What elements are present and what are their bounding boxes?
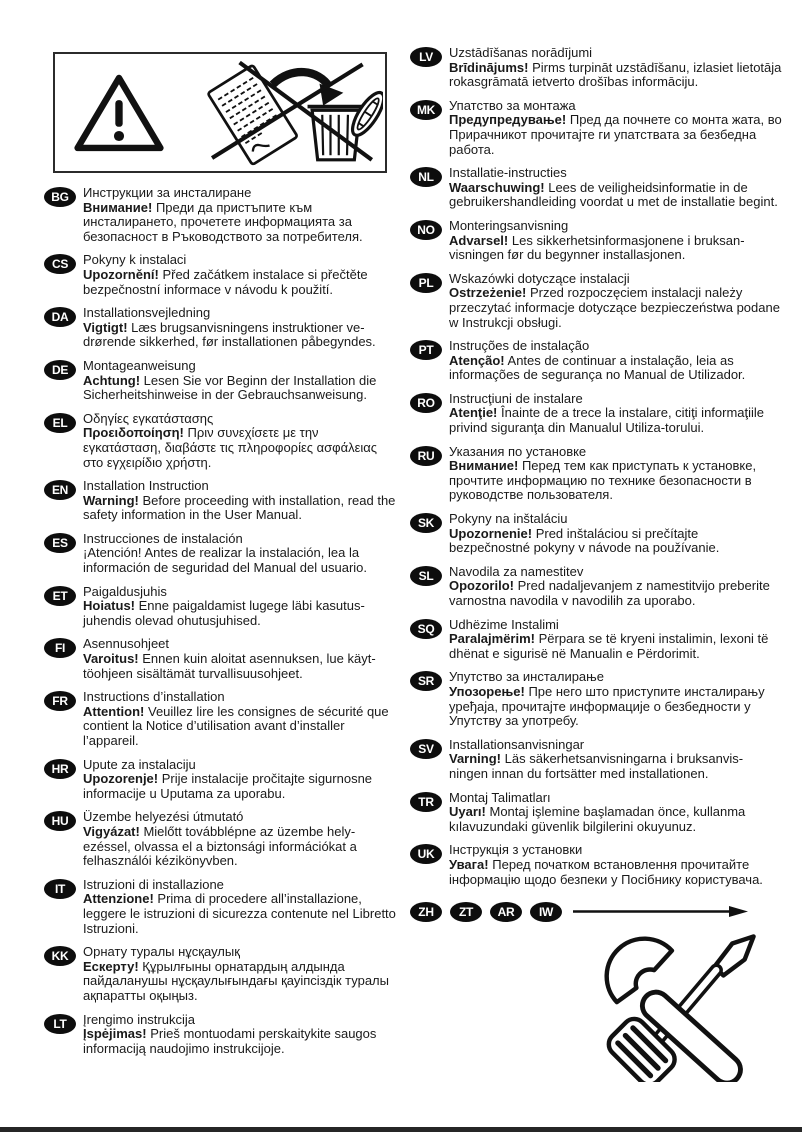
entry-body bbox=[83, 599, 396, 628]
language-entry bbox=[410, 46, 782, 90]
entry-body bbox=[449, 406, 782, 435]
entry-text bbox=[449, 618, 782, 662]
entry-text bbox=[449, 738, 782, 782]
entry-title: Інструкція з установки bbox=[449, 842, 583, 858]
entry-body bbox=[449, 685, 782, 729]
language-entry bbox=[44, 253, 396, 297]
language-entry bbox=[410, 99, 782, 157]
language-entry bbox=[44, 878, 396, 936]
entry-body bbox=[83, 960, 396, 1004]
entry-text bbox=[449, 670, 782, 728]
entry-text bbox=[449, 339, 782, 383]
language-entry bbox=[44, 637, 396, 681]
entry-body bbox=[83, 652, 396, 681]
entry-body-text: Pred nadaljevanjem z namestitvijo preberite varnostna navodila v navodilih za uporabo. bbox=[449, 578, 770, 608]
entry-text bbox=[83, 810, 396, 868]
entry-body-text: Pred inštaláciou si prečítajte bezpečnostné pokyny v návode na používanie. bbox=[449, 525, 720, 556]
entry-body bbox=[449, 354, 782, 383]
entry-body bbox=[449, 234, 782, 263]
entry-title: Installationsvejledning bbox=[83, 305, 211, 321]
entry-text bbox=[83, 637, 396, 681]
manual-warning-illustration bbox=[53, 52, 387, 173]
warning-triangle-icon bbox=[73, 71, 165, 155]
entry-body bbox=[449, 181, 782, 210]
language-entry bbox=[44, 585, 396, 629]
language-badge: UK bbox=[410, 844, 442, 864]
entry-body bbox=[449, 752, 782, 781]
entry-text bbox=[83, 585, 396, 629]
language-badge: TR bbox=[410, 792, 442, 812]
language-list-left bbox=[44, 186, 396, 1056]
entry-title: Орнату туралы нұсқаулық bbox=[83, 944, 240, 960]
entry-body-text: Before proceeding with installation, read the safety information in the User Manual. bbox=[83, 492, 396, 523]
entry-body bbox=[449, 632, 782, 661]
entry-title: Navodila za namestitev bbox=[449, 563, 584, 579]
entry-title: Installationsanvisningar bbox=[449, 736, 585, 752]
entry-body-text: Преди да пристъпите към инсталирането, прочетете информацията за безопасност в Ръководството за потребителя. bbox=[83, 199, 363, 244]
language-entry bbox=[44, 532, 396, 576]
entry-text bbox=[83, 532, 396, 576]
entry-title: Istruzioni di installazione bbox=[83, 876, 224, 892]
language-badge: PT bbox=[410, 340, 442, 360]
entry-body-text: Prieš montuodami perskaitykite saugos informaciją naudojimo instrukcijoje. bbox=[83, 1026, 377, 1056]
entry-body bbox=[83, 1027, 396, 1056]
entry-body-text: Před začátkem instalace si přečtěte bezpečnostní informace v návodu k použití. bbox=[83, 266, 368, 297]
entry-warning: Предупредување! bbox=[449, 112, 567, 128]
entry-text bbox=[83, 758, 396, 802]
entry-body bbox=[83, 825, 396, 869]
entry-body bbox=[449, 805, 782, 834]
entry-body bbox=[83, 268, 396, 297]
language-badges bbox=[410, 901, 562, 922]
language-list-right bbox=[410, 46, 782, 887]
entry-text bbox=[449, 46, 782, 90]
language-badge: HU bbox=[44, 811, 76, 831]
language-badge: SL bbox=[410, 566, 442, 586]
entry-warning: ¡Atención! bbox=[83, 545, 142, 561]
entry-body-text: Læs brugsanvisningens instruktioner ve-drørende sikkerhed, før installationen påbegyndes. bbox=[83, 319, 376, 350]
entry-text bbox=[449, 843, 782, 887]
entry-text bbox=[83, 412, 396, 470]
language-entry bbox=[44, 306, 396, 350]
entry-body-text: Les sikkerhetsinformasjonene i bruksan-visningen før du begynner installasjonen. bbox=[449, 232, 745, 263]
entry-body-text: Lesen Sie vor Beginn der Installation die Sicherheitshinweise in der Gebrauchsanweisung. bbox=[83, 372, 377, 403]
entry-body-text: Përpara se të kryeni instalimin, lexoni të dhënat e sigurisë në Manualin e Përdorimit. bbox=[449, 631, 769, 661]
entry-title: Упатство за монтажа bbox=[449, 97, 576, 113]
entry-body-text: Перед тем как приступать к установке, прочтите информацию по технике безопасности в руководстве пользователя. bbox=[449, 458, 757, 503]
entry-warning: Uyarı! bbox=[449, 804, 486, 820]
entry-text bbox=[449, 166, 782, 210]
language-badge: LV bbox=[410, 47, 442, 67]
entry-body-text: Montaj işlemine başlamadan önce, kullanma kılavuzundaki güvenlik bilgilerini okuyunuz. bbox=[449, 804, 746, 834]
entry-title: Įrengimo instrukcija bbox=[83, 1011, 195, 1027]
entry-title: Указания по установке bbox=[449, 443, 587, 459]
entry-body bbox=[83, 546, 396, 575]
entry-title: Upute za instalaciju bbox=[83, 756, 196, 772]
language-badge: KK bbox=[44, 946, 76, 966]
language-entry bbox=[410, 272, 782, 330]
entry-title: Instrucţiuni de instalare bbox=[449, 390, 583, 406]
entry-title: Monteringsanvisning bbox=[449, 217, 569, 233]
entry-body bbox=[83, 494, 396, 523]
entry-text bbox=[83, 479, 396, 523]
language-entry bbox=[44, 479, 396, 523]
entry-text bbox=[449, 445, 782, 503]
language-entry bbox=[44, 1013, 396, 1057]
language-badge: NO bbox=[410, 220, 442, 240]
language-badge: DA bbox=[44, 307, 76, 327]
entry-body bbox=[449, 527, 782, 556]
entry-text bbox=[449, 791, 782, 835]
entry-warning: Opozorilo! bbox=[449, 578, 514, 594]
entry-title: Instrucciones de instalación bbox=[83, 530, 243, 546]
entry-title: Pokyny na inštaláciu bbox=[449, 511, 568, 527]
entry-title: Wskazówki dotyczące instalacji bbox=[449, 270, 630, 286]
entry-warning: Ostrzeżenie! bbox=[449, 285, 527, 301]
entry-title: Uzstādīšanas norādījumi bbox=[449, 45, 593, 60]
left-column bbox=[44, 0, 396, 1065]
language-entry bbox=[410, 843, 782, 887]
entry-body bbox=[83, 201, 396, 245]
entry-warning: Hoiatus! bbox=[83, 598, 135, 614]
entry-text bbox=[449, 219, 782, 263]
language-entry bbox=[410, 339, 782, 383]
entry-text bbox=[83, 690, 396, 748]
language-badge: RO bbox=[410, 393, 442, 413]
entry-text bbox=[83, 186, 396, 244]
wrench-screwdriver-icon bbox=[590, 924, 768, 1082]
entry-warning: Внимание! bbox=[83, 199, 153, 215]
entry-body bbox=[449, 579, 782, 608]
entry-body-text: Құрылғыны орнатардың алдында пайдаланушы нұсқаулығындағы қауіпсіздік туралы ақпаратты оқыңыз. bbox=[83, 958, 389, 1003]
language-badge: SK bbox=[410, 513, 442, 533]
entry-body bbox=[83, 892, 396, 936]
entry-warning: Brīdinājums! bbox=[449, 59, 529, 75]
entry-body-text: Πριν συνεχίσετε με την εγκατάσταση, διαβάστε τις πληροφορίες ασφάλειας στο εγχειρίδιο χρήστη. bbox=[83, 425, 378, 470]
entry-text bbox=[83, 359, 396, 403]
entry-body-text: Enne paigaldamist lugege läbi kasutus-juhendis olevad ohutusjuhised. bbox=[83, 598, 365, 628]
entry-title: Üzembe helyezési útmutató bbox=[83, 809, 244, 825]
entry-text bbox=[83, 253, 396, 297]
entry-text bbox=[83, 878, 396, 936]
language-entry bbox=[410, 791, 782, 835]
entry-body bbox=[83, 705, 396, 749]
entry-body bbox=[449, 286, 782, 330]
entry-warning: Внимание! bbox=[449, 458, 519, 474]
entry-body-text: Mielőtt továbblépne az üzembe hely-ezéssel, olvassa el a biztonsági információkat a felhasználói kézikönyvben. bbox=[83, 823, 357, 869]
entry-text bbox=[83, 306, 396, 350]
entry-body bbox=[83, 374, 396, 403]
do-not-discard-manual-icon bbox=[177, 57, 383, 169]
entry-body-text: Antes de realizar la instalación, lea la información de seguridad del Manual del usuario. bbox=[83, 545, 368, 576]
language-badge: AR bbox=[490, 902, 522, 922]
entry-body-text: Ennen kuin aloitat asennuksen, lue käyt-töohjeen sisältämät turvallisuusohjeet. bbox=[83, 651, 376, 681]
entry-title: Οδηγίες εγκατάστασης bbox=[83, 410, 214, 426]
entry-warning: Attenzione! bbox=[83, 891, 154, 907]
entry-body bbox=[449, 459, 782, 503]
language-entry bbox=[410, 166, 782, 210]
entry-body-text: Prima di procedere all’installazione, leggere le istruzioni di sicurezza contenute nel Libretto Istruzioni. bbox=[83, 891, 396, 936]
entry-body-text: Înainte de a trece la instalare, citiţi informaţiile privind siguranţa din Manualul Utiliza-torului. bbox=[449, 405, 765, 436]
entry-warning: Upozorenje! bbox=[83, 771, 159, 787]
entry-text bbox=[449, 512, 782, 556]
entry-body-text: Перед початком встановлення прочитайте інформацію щодо безпеки у Посібнику користувача. bbox=[449, 856, 763, 887]
language-badge: ZT bbox=[450, 902, 482, 922]
entry-title: Montaj Talimatları bbox=[449, 789, 551, 805]
entry-body-text: Prije instalacije pročitajte sigurnosne informacije u Uputama za uporabu. bbox=[83, 771, 373, 801]
language-badge: MK bbox=[410, 100, 442, 120]
language-badge: ZH bbox=[410, 902, 442, 922]
entry-warning: Upozornenie! bbox=[449, 525, 533, 541]
entry-warning: Achtung! bbox=[83, 372, 141, 388]
entry-body bbox=[449, 858, 782, 887]
language-entry bbox=[410, 738, 782, 782]
page-bottom-edge bbox=[0, 1127, 802, 1132]
entry-warning: Advarsel! bbox=[449, 232, 509, 248]
entry-warning: Προειδοποίηση! bbox=[83, 425, 184, 441]
language-entry bbox=[410, 670, 782, 728]
language-badge: IT bbox=[44, 879, 76, 899]
entry-title: Pokyny k instalaci bbox=[83, 252, 187, 268]
language-entry bbox=[410, 219, 782, 263]
language-badge: LT bbox=[44, 1014, 76, 1034]
entry-text bbox=[449, 272, 782, 330]
language-entry bbox=[44, 945, 396, 1003]
entry-body bbox=[83, 426, 396, 470]
language-badge: IW bbox=[530, 902, 562, 922]
entry-title: Упутство за инсталирање bbox=[449, 669, 604, 685]
entry-warning: Atenção! bbox=[449, 352, 505, 368]
language-entry bbox=[44, 758, 396, 802]
entry-body-text: Pirms turpināt uzstādīšanu, izlasiet lietotāja rokasgrāmatā ietverto drošības informāciju. bbox=[449, 59, 782, 90]
entry-title: Instructions d’installation bbox=[83, 689, 225, 705]
language-badge: SQ bbox=[410, 619, 442, 639]
language-entry bbox=[410, 445, 782, 503]
entry-warning: Atenţie! bbox=[449, 405, 498, 421]
language-badge: ES bbox=[44, 533, 76, 553]
entry-warning: Упозорење! bbox=[449, 683, 525, 699]
entry-warning: Vigtigt! bbox=[83, 319, 128, 335]
entry-body bbox=[449, 113, 782, 157]
entry-warning: Waarschuwing! bbox=[449, 179, 545, 195]
language-badge: HR bbox=[44, 759, 76, 779]
language-entry bbox=[44, 810, 396, 868]
entry-body-text: Lees de veiligheidsinformatie in de gebruikershandleiding voordat u met de installatie begint. bbox=[449, 179, 778, 210]
language-badge: DE bbox=[44, 360, 76, 380]
language-badge: CS bbox=[44, 254, 76, 274]
language-entry bbox=[44, 412, 396, 470]
entry-title: Udhëzime Instalimi bbox=[449, 616, 559, 632]
entry-body-text: Läs säkerhetsanvisningarna i bruksanvis-ningen innan du fortsätter med installationen. bbox=[449, 751, 744, 781]
right-column bbox=[410, 0, 782, 1087]
language-entry bbox=[44, 690, 396, 748]
language-entry bbox=[410, 392, 782, 436]
entry-warning: Warning! bbox=[83, 492, 139, 508]
language-badge: BG bbox=[44, 187, 76, 207]
language-badge-row bbox=[410, 901, 782, 922]
entry-title: Installation Instruction bbox=[83, 478, 209, 494]
entry-text bbox=[83, 1013, 396, 1057]
language-badge: EN bbox=[44, 480, 76, 500]
language-entry bbox=[44, 186, 396, 244]
language-entry bbox=[44, 359, 396, 403]
language-badge: PL bbox=[410, 273, 442, 293]
entry-warning: Upozornění! bbox=[83, 266, 159, 282]
tools-illustration bbox=[410, 924, 782, 1087]
language-badge: NL bbox=[410, 167, 442, 187]
language-entry bbox=[410, 512, 782, 556]
language-badge: FI bbox=[44, 638, 76, 658]
entry-body bbox=[83, 772, 396, 801]
entry-title: Paigaldusjuhis bbox=[83, 583, 167, 599]
language-badge: EL bbox=[44, 413, 76, 433]
entry-warning: Ескерту! bbox=[83, 958, 139, 974]
entry-text bbox=[83, 945, 396, 1003]
entry-warning: Увага! bbox=[449, 856, 489, 872]
entry-text bbox=[449, 99, 782, 157]
language-badge: SR bbox=[410, 671, 442, 691]
entry-warning: Įspėjimas! bbox=[83, 1026, 147, 1042]
entry-title: Asennusohjeet bbox=[83, 636, 170, 652]
entry-body-text: Veuillez lire les consignes de sécurité que contient la Notice d’utilisation avant d’installer l’appareil. bbox=[83, 703, 389, 748]
entry-warning: Varoitus! bbox=[83, 651, 139, 667]
entry-body bbox=[83, 321, 396, 350]
entry-warning: Varning! bbox=[449, 751, 502, 767]
language-badge: ET bbox=[44, 586, 76, 606]
entry-body bbox=[449, 61, 782, 90]
entry-text bbox=[449, 392, 782, 436]
language-entry bbox=[410, 618, 782, 662]
entry-title: Montageanweisung bbox=[83, 357, 196, 373]
entry-title: Инструкции за инсталиране bbox=[83, 185, 252, 200]
language-badge: RU bbox=[410, 446, 442, 466]
entry-warning: Paralajmërim! bbox=[449, 631, 535, 647]
language-badge: SV bbox=[410, 739, 442, 759]
language-entry bbox=[410, 565, 782, 609]
entry-text bbox=[449, 565, 782, 609]
language-badge: FR bbox=[44, 691, 76, 711]
entry-body-text: Пре него што приступите инсталирању уређаја, прочитајте информације о безбедности у Упутству за употребу. bbox=[449, 683, 765, 729]
entry-body-text: Antes de continuar a instalação, leia as informações de segurança no Manual de Utilizador. bbox=[449, 352, 746, 383]
arrow-right-icon bbox=[571, 905, 749, 918]
entry-warning: Vigyázat! bbox=[83, 823, 140, 839]
entry-body-text: Przed rozpoczęciem instalacji należy przeczytać informacje dotyczące bezpieczeństwa podane w Instrukcji obsługi. bbox=[449, 285, 780, 330]
entry-title: Installatie-instructies bbox=[449, 165, 567, 181]
entry-title: Instruções de instalação bbox=[449, 338, 590, 354]
entry-warning: Attention! bbox=[83, 703, 145, 719]
entry-body-text: Пред да почнете со монта жата, во Прирачникот прочитајте ги упатствата за безбедна работа. bbox=[449, 112, 782, 157]
